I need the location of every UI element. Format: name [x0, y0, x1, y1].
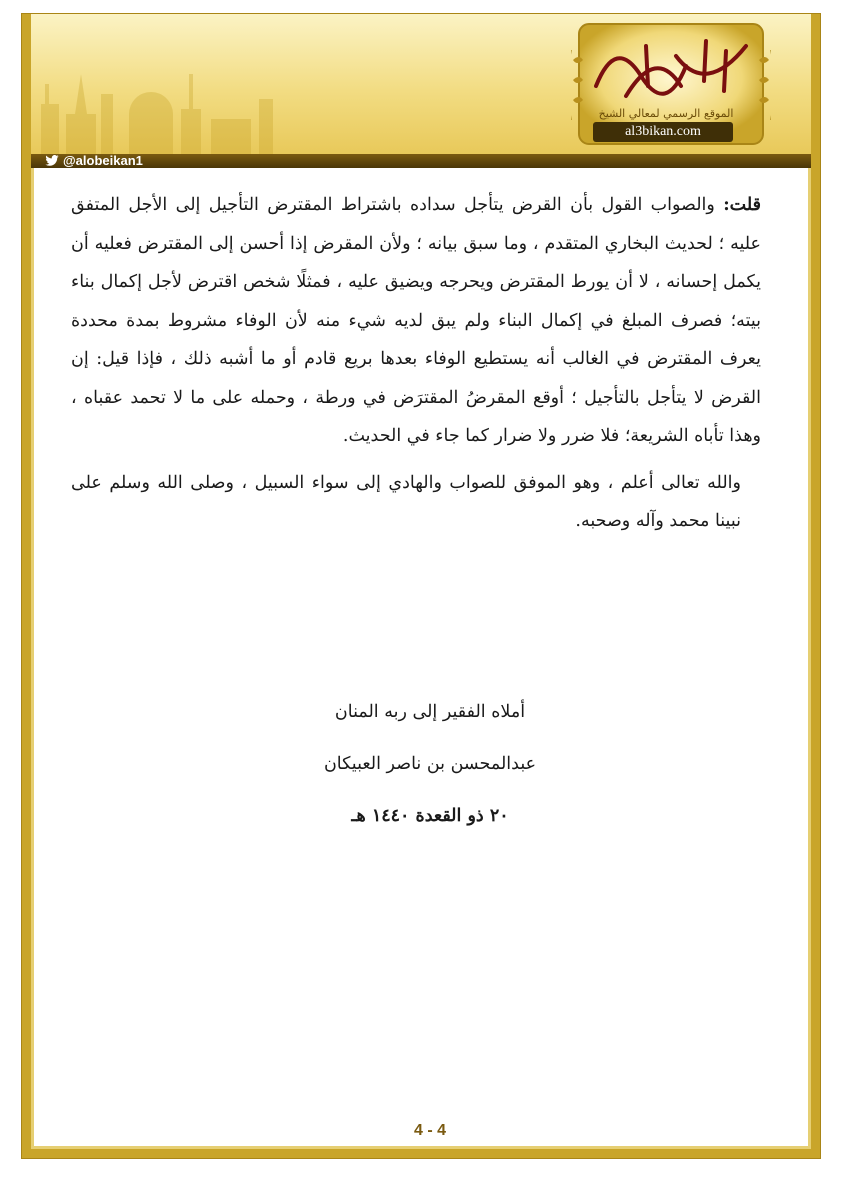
signature-line-1: أملاه الفقير إلى ربه المنان	[334, 702, 526, 722]
page-number: 4 - 4	[413, 1122, 446, 1139]
site-subtitle: الموقع الرسمي لمعالي الشيخ	[598, 107, 734, 120]
header-banner	[31, 14, 811, 154]
city-skyline-icon	[31, 54, 311, 154]
paragraph-1-text: والصواب القول بأن القرض يتأجل سداده باشتراط المقترض التأجيل إلى الأجل المتفق عليه ؛ لحديث البخاري المتقدم ، وما سبق بيانه ؛ ولأن المقرض إذا أحسن إلى المقترض فعليه أن يكمل إحسانه ، لا أن يورط المقترض ويحرجه ويضيق عليه ، فمثلًا شخص اقترض لأجل إكمال بناء بيته؛ فصرف المبلغ في إكمال البناء ولم يبق لديه شيء منه لأن الوفاء مشروط بمدة محددة يعرف المقترض في الغالب أنه يستطيع الوفاء بعدها بريع قادم أو ما أشبه ذلك ، فإذا قيل: إن القرض لا يتأجل بالتأجيل ؛ أوقع المقرضُ المقترَض في ورطة ، وحمله على ما لا تحمد عقباه ، وهذا تأباه الشريعة؛ فلا ضرر ولا ضرار كما جاء في الحديث.	[71, 195, 761, 446]
site-url[interactable]: al3bikan.com	[593, 122, 733, 142]
page-frame	[22, 14, 820, 1158]
main-text	[71, 186, 791, 549]
signature-block	[31, 686, 829, 842]
twitter-handle-text: @alobeikan1	[63, 153, 143, 168]
twitter-bird-icon	[45, 155, 59, 166]
signature-name: عبدالمحسن بن ناصر العبيكان	[323, 754, 537, 774]
header-bottom-bar	[31, 154, 811, 168]
lead-word: قلت:	[723, 195, 761, 215]
paragraph-1	[71, 186, 791, 456]
twitter-handle[interactable]	[45, 153, 143, 168]
paragraph-2: والله تعالى أعلم ، وهو الموفق للصواب والهادي إلى سواء السبيل ، وصلى الله وسلم على نبينا محمد وآله وصحبه.	[71, 472, 741, 531]
signature-date: ٢٠ ذو القعدة ١٤٤٠ هـ	[351, 806, 509, 826]
calligraphy-logo	[586, 26, 756, 106]
